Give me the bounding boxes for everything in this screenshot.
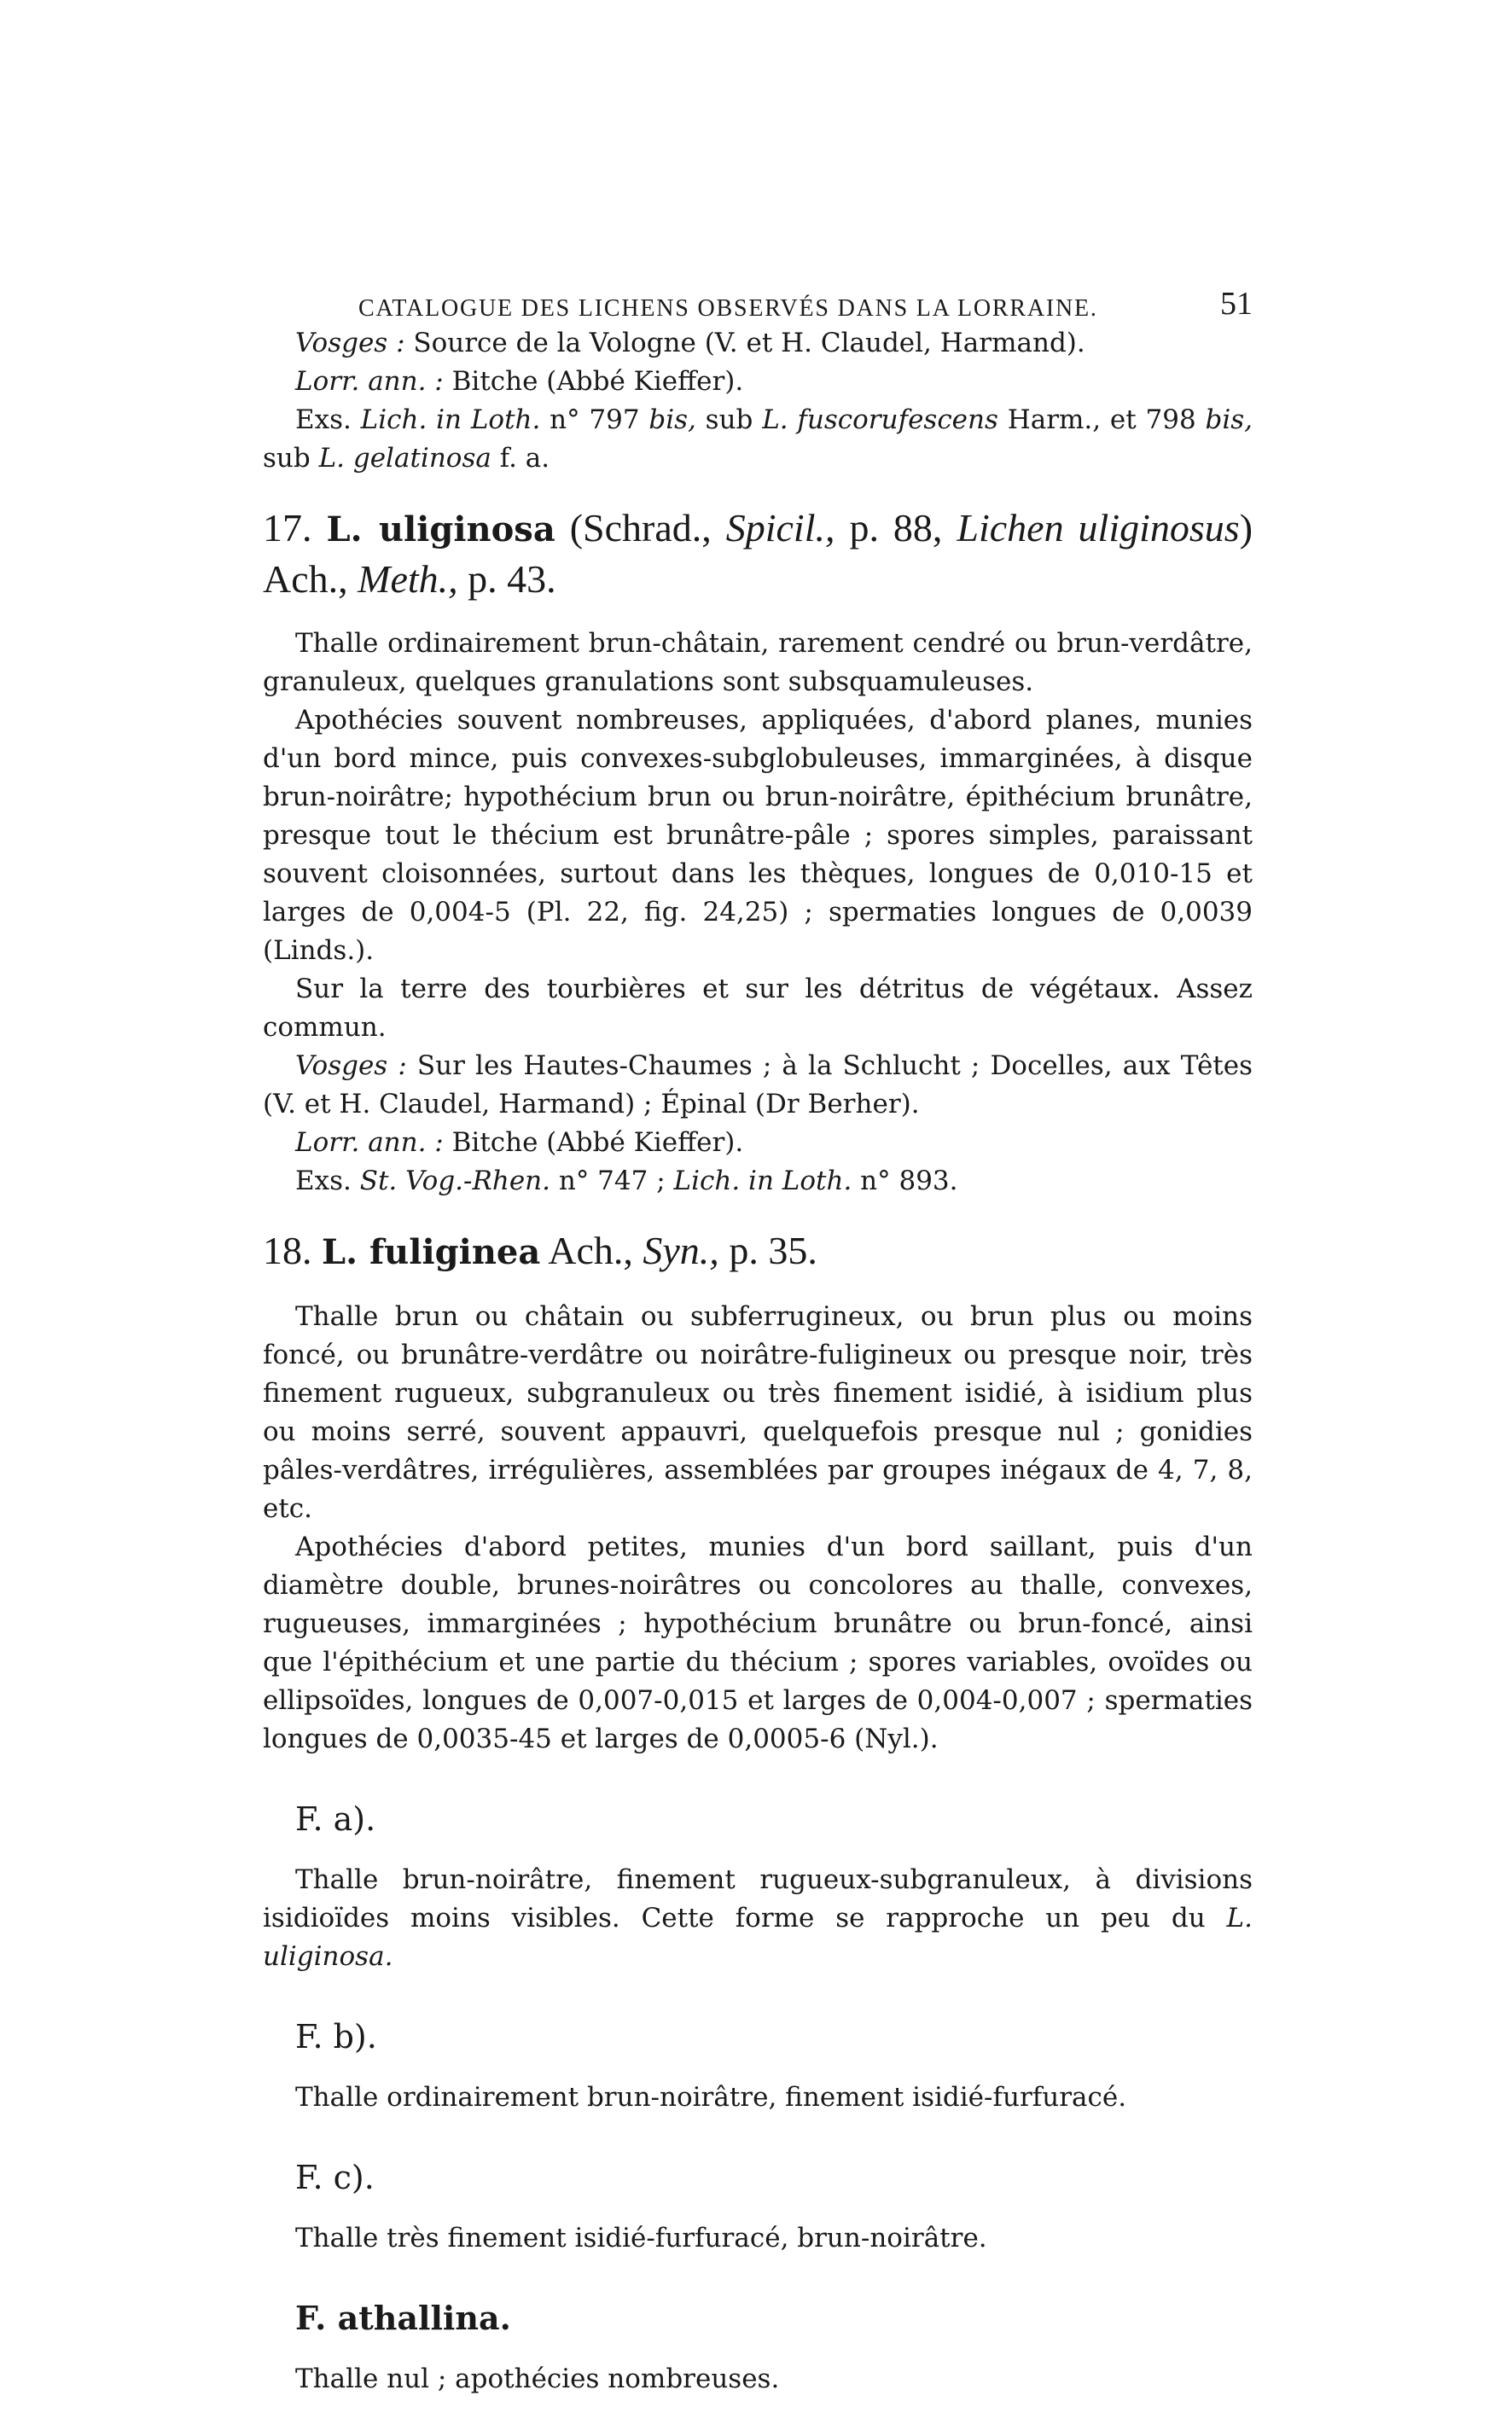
citation-text: p. 88, (835, 506, 957, 550)
species-number: 17. (263, 506, 327, 550)
form-description-athallina: Thalle nul ; apothécies nombreuses. (295, 2364, 780, 2394)
citation-text: Ach., (540, 1229, 643, 1272)
exs-ref: Lich. in Loth. (673, 1166, 852, 1196)
exs-ref: L. gelatinosa (318, 443, 491, 474)
book-page (263, 282, 1253, 2399)
form-heading-b: F. b). (295, 2018, 377, 2056)
species-number: 18. (263, 1229, 322, 1272)
exs-ref: bis, (1205, 404, 1253, 435)
locality-vosges (263, 324, 1253, 363)
page-number: 51 (1220, 286, 1253, 322)
description-thalle: Thalle ordinairement brun-châtain, rarement cendré ou brun-verdâtre, granuleux, quelques granulations sont subsquamuleuses. (263, 628, 1253, 697)
locality-text: Bitche (Abbé Kieffer). (443, 1127, 744, 1158)
running-header (263, 282, 1253, 324)
species-name: L. uliginosa (326, 509, 555, 550)
citation-text: p. 35. (718, 1229, 817, 1272)
description-thalle: Thalle brun ou châtain ou subferrugineux, ou brun plus ou moins foncé, ou brunâtre-verdâtre ou noirâtre-fuligineux ou presque noir, très finement rugueux, subgranuleux ou très finement isidié, à isidium plus ou moins serré, souvent appauvri, quelquefois presque nul ; gonidies pâles-verdâtres, irrégulières, assemblées par groupes inégaux de 4, 7, 8, etc. (263, 1301, 1253, 1524)
form-text: Thalle brun-noirâtre, finement rugueux-subgranuleux, à divisions isidioïdes moins visibles. Cette forme se rapproche un peu du (263, 1864, 1253, 1933)
exs-ref: bis, (648, 404, 696, 435)
region-label: Lorr. ann. : (295, 366, 444, 397)
species-heading-18 (263, 1226, 1253, 1277)
form-heading-c: F. c). (295, 2159, 375, 2196)
locality-text: Bitche (Abbé Kieffer). (443, 366, 744, 397)
form-description-a (263, 1861, 1253, 1976)
citation-ref: Meth., (358, 557, 458, 601)
page-body (263, 324, 1253, 2399)
exsiccata (263, 1162, 1253, 1201)
description-apothecies: Apothécies d'abord petites, munies d'un bord saillant, puis d'un diamètre double, brunes-noirâtres ou concolores au thalle, convexes, rugueuses, immarginées ; hypothécium brunâtre ou brun-foncé, ainsi que l'épithécium et une partie du thécium ; spores variables, ovoïdes ou ellipsoïdes, longues de 0,007-0,015 et larges de 0,004-0,007 ; spermaties longues de 0,0035-45 et larges de 0,0005-6 (Nyl.). (263, 1532, 1253, 1754)
locality-vosges (263, 1047, 1253, 1124)
form-heading-a: F. a). (295, 1800, 376, 1838)
species-ref: L. uliginosa. (263, 1903, 1253, 1972)
locality-text: Source de la Vologne (V. et H. Claudel, Harmand). (404, 328, 1085, 358)
habitat: Sur la terre des tourbières et sur les détritus de végétaux. Assez commun. (263, 974, 1253, 1043)
running-title: CATALOGUE DES LICHENS OBSERVÉS DANS LA LORRAINE. (358, 295, 1098, 322)
citation-ref: Lichen uliginosus (957, 506, 1240, 550)
exs-text: sub (263, 443, 319, 474)
citation-text: (Schrad., (555, 506, 726, 550)
species-name: L. fuliginea (322, 1232, 541, 1272)
citation-text: p. 43. (457, 557, 556, 601)
citation-ref: Syn., (643, 1229, 719, 1272)
locality-lorraine (263, 363, 1253, 401)
exs-text: Exs. (295, 1166, 360, 1196)
description-apothecies: Apothécies souvent nombreuses, appliquées, d'abord planes, munies d'un bord mince, puis convexes-subglobuleuses, immarginées, à disque brun-noirâtre; hypothécium brun ou brun-noirâtre, épithécium brunâtre, presque tout le thécium est brunâtre-pâle ; spores simples, paraissant souvent cloisonnées, surtout dans les thèques, longues de 0,010-15 et larges de 0,004-5 (Pl. 22, fig. 24,25) ; spermaties longues de 0,0039 (Linds.). (263, 705, 1253, 966)
exs-ref: L. fuscorufescens (762, 404, 998, 435)
exs-text: n° 747 ; (550, 1166, 674, 1196)
region-label: Vosges : (295, 1050, 407, 1081)
exs-text: n° 797 (540, 404, 649, 435)
locality-lorraine (263, 1124, 1253, 1162)
exs-text: sub (695, 404, 763, 435)
exs-ref: St. Vog.-Rhen. (359, 1166, 550, 1196)
region-label: Vosges : (295, 328, 405, 358)
exs-text: f. a. (491, 443, 550, 474)
form-description-b: Thalle ordinairement brun-noirâtre, finement isidié-furfuracé. (295, 2082, 1127, 2113)
exs-text: n° 893. (852, 1166, 958, 1196)
exs-text: Exs. (295, 404, 361, 435)
exs-text: Harm., et 798 (997, 404, 1206, 435)
exsiccata (263, 401, 1253, 478)
region-label: Lorr. ann. : (295, 1127, 444, 1158)
locality-text: Sur les Hautes-Chaumes ; à la Schlucht ; Docelles, aux Têtes (V. et H. Claudel, Harmand) ; Épinal (Dr Berher). (263, 1050, 1253, 1119)
citation-text: ) Ach., (263, 506, 1253, 601)
species-heading-17 (263, 503, 1253, 604)
form-heading-athallina: F. athallina. (295, 2299, 511, 2337)
citation-ref: Spicil., (725, 506, 835, 550)
form-description-c: Thalle très finement isidié-furfuracé, brun-noirâtre. (295, 2223, 987, 2253)
exs-ref: Lich. in Loth. (360, 404, 541, 435)
